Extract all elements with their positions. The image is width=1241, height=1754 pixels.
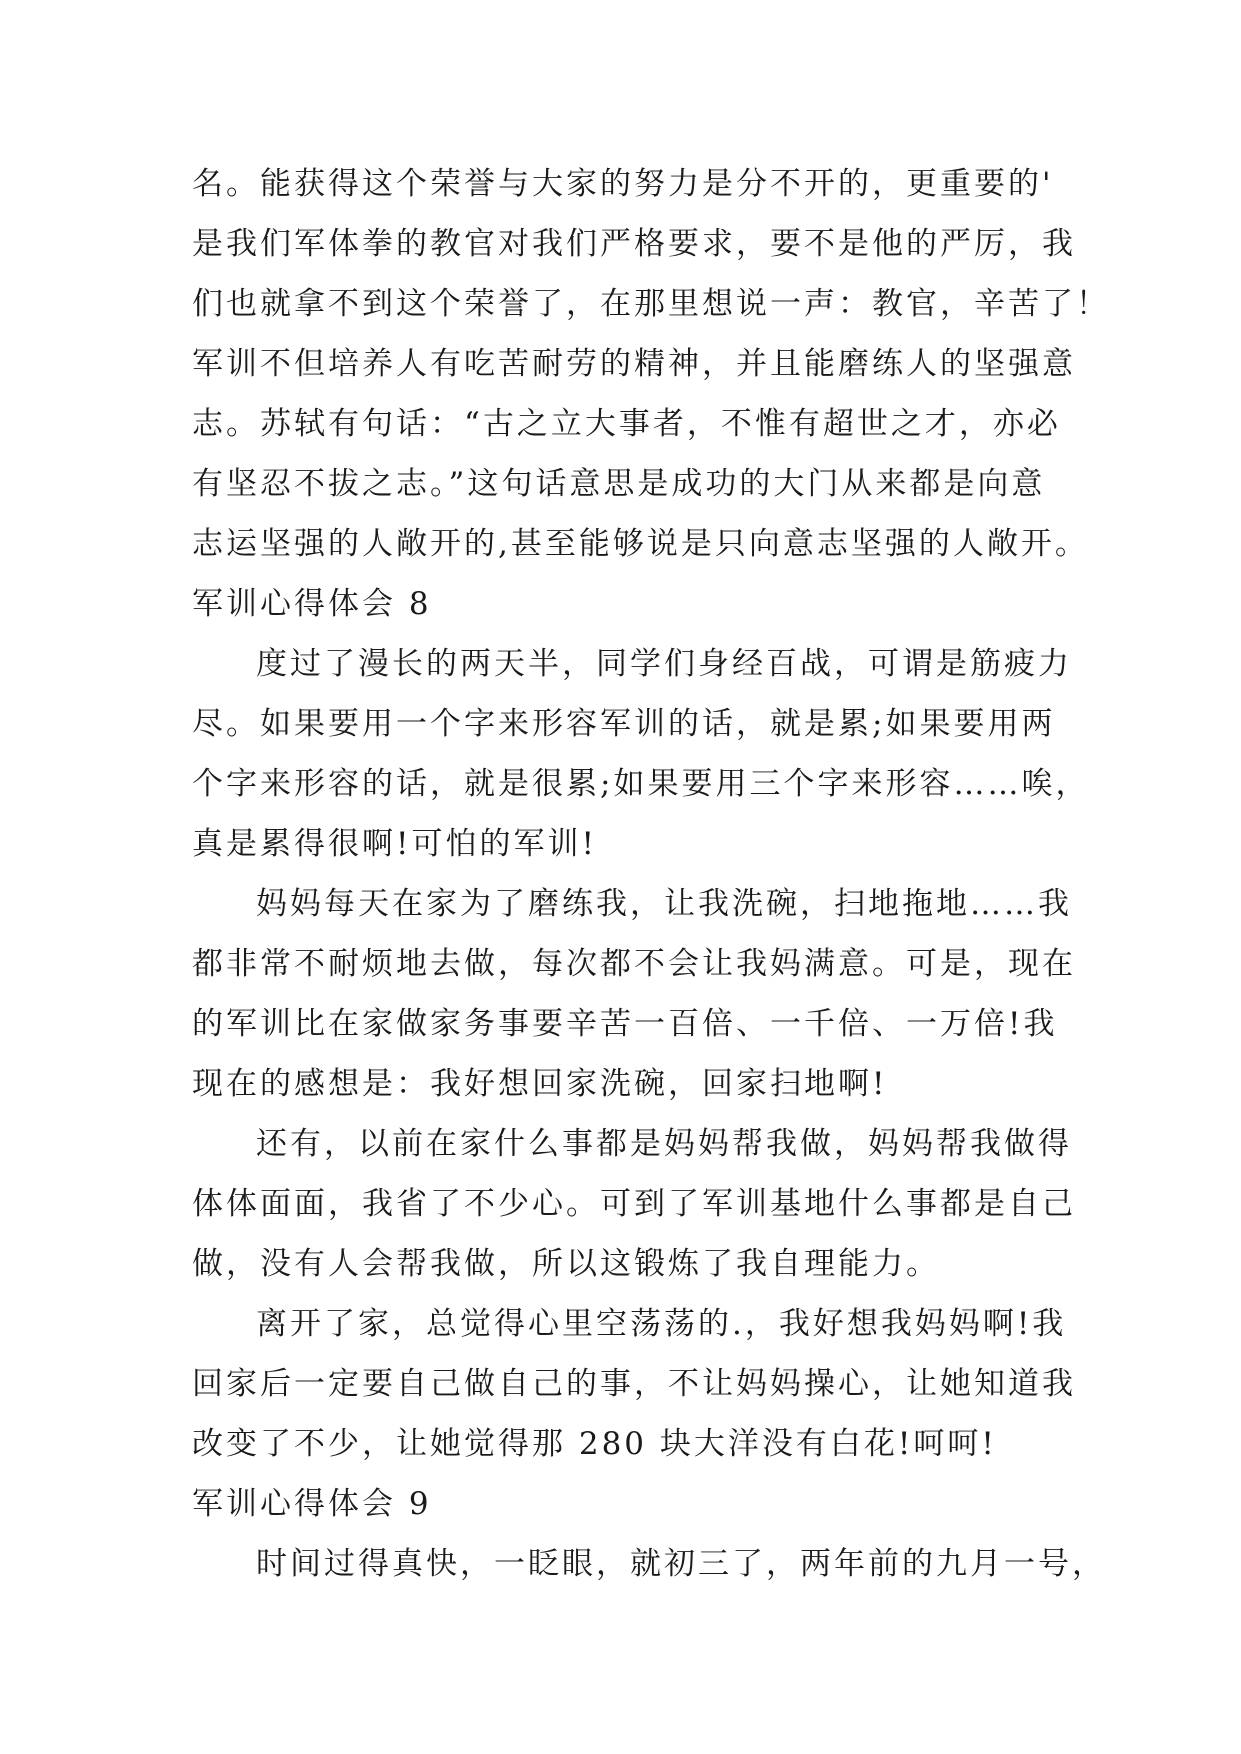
text-line: 有坚忍不拔之志。”这句话意思是成功的大门从来都是向意 (192, 466, 1046, 502)
text-line: 尽。如果要用一个字来形容军训的话，就是累;如果要用两 (192, 706, 1056, 742)
text-line: 时间过得真快，一眨眼，就初三了，两年前的九月一号， (256, 1546, 1106, 1582)
text-line: 志运坚强的人敞开的,甚至能够说是只向意志坚强的人敞开。 (192, 526, 1089, 562)
text-line: 现在的感想是：我好想回家洗碗，回家扫地啊! (192, 1066, 888, 1102)
text-line: 个字来形容的话，就是很累;如果要用三个字来形容……唉， (192, 766, 1090, 802)
text-line: 军训不但培养人有吃苦耐劳的精神，并且能磨练人的坚强意 (192, 346, 1076, 382)
text-line: 都非常不耐烦地去做，每次都不会让我妈满意。可是，现在 (192, 946, 1076, 982)
text-line: 名。能获得这个荣誉与大家的努力是分不开的，更重要的' (192, 166, 1054, 202)
text-line: 志。苏轼有句话：“古之立大事者，不惟有超世之才，亦必 (192, 406, 1061, 442)
text-line: 度过了漫长的两天半，同学们身经百战，可谓是筋疲力 (256, 646, 1072, 682)
text-line: 改变了不少，让她觉得那 280 块大洋没有白花!呵呵! (192, 1426, 997, 1462)
text-line: 体体面面，我省了不少心。可到了军训基地什么事都是自己 (192, 1186, 1076, 1222)
text-line: 们也就拿不到这个荣誉了，在那里想说一声：教官，辛苦了！ (192, 286, 1110, 322)
text-line: 做，没有人会帮我做，所以这锻炼了我自理能力。 (192, 1246, 940, 1282)
text-line: 回家后一定要自己做自己的事，不让妈妈操心，让她知道我 (192, 1366, 1076, 1402)
text-line: 还有，以前在家什么事都是妈妈帮我做，妈妈帮我做得 (256, 1126, 1072, 1162)
text-line: 妈妈每天在家为了磨练我，让我洗碗，扫地拖地……我 (256, 886, 1072, 922)
text-line: 离开了家，总觉得心里空荡荡的.，我好想我妈妈啊!我 (256, 1306, 1067, 1342)
section-heading: 军训心得体会 8 (192, 586, 432, 622)
text-line: 真是累得很啊!可怕的军训! (192, 826, 597, 862)
text-line: 是我们军体拳的教官对我们严格要求，要不是他的严厉，我 (192, 226, 1076, 262)
section-heading: 军训心得体会 9 (192, 1486, 432, 1522)
text-line: 的军训比在家做家务事要辛苦一百倍、一千倍、一万倍!我 (192, 1006, 1058, 1042)
document-body (192, 154, 1110, 1594)
